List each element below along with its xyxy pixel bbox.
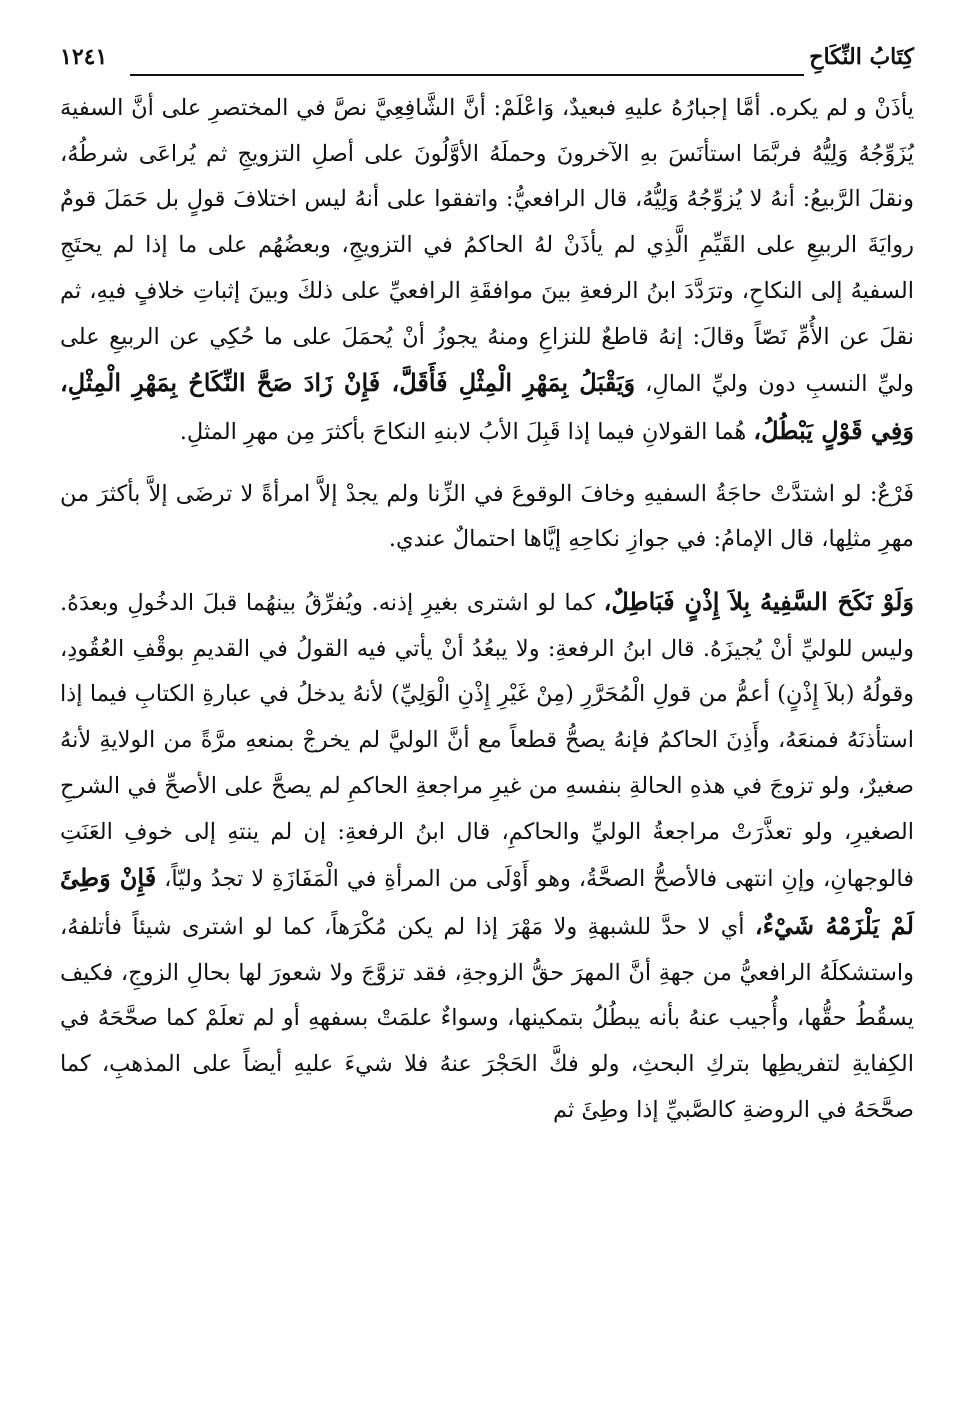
paragraph [60,579,914,1133]
page-number: ١٢٤١ [60,44,108,70]
body-text [60,86,914,1133]
header-rule [130,74,804,76]
text-run: يأذَنْ و لم يكره. أمَّا إجبارُهُ عليهِ فبعيدٌ، وَاعْلَمْ: أنَّ الشَّافِعِيَّ نصَّ في المختصرِ على أنَّ السفيهَ يُزَوِّجُهُ وَلِيُّهُ فربَّمَا استأنَسَ بهِ الآخرونَ وحملَهُ الأوَّلُونَ على أصلِ التزويجِ ثم يُراعَى شرطُهُ، ونقلَ الرَّبيعُ: أنهُ لا يُزوِّجُهُ وَلِيُّهُ، قال الرافعيُّ: واتفقوا على أنهُ ليس اختلافَ قولٍ بل حَمَلَ قومٌ روايَةَ الربيعِ على القَيِّمِ الَّذِي لم يأذَنْ لهُ الحاكمُ في التزويجِ، وبعضُهُم على ما إذا لم يحتَجِ السفيهُ إلى النكاحِ، وترَدَّدَ ابنُ الرفعةِ بينَ موافقَةِ الرافعيِّ على ذلكَ وبينَ إثباتِ خلافٍ فيهِ، ثم نقلَ عن الأُمِّ نَصّاً وقالَ: إنهُ قاطعٌ للنزاعِ ومنهُ يجوزُ أنْ يُحمَلَ على ما حُكِي عن الربيعِ على وليِّ النسبِ دون وليِّ المالِ، [60,95,914,398]
matn-text: وَيَقْبَلُ بِمَهْرِ الْمِثْلِ فَأَقَلَّ، فَإِنْ زَادَ صَحَّ النِّكَاحُ بِمَهْرِ الْمِثْلِ، وَفِي قَوْلٍ يَبْطُلُ، [60,368,914,445]
running-title: كِتَابُ النِّكَاحِ [809,44,914,70]
matn-text: وَلَوْ نَكَحَ السَّفِيهُ بِلاَ إِذْنٍ فَبَاطِلٌ، [603,587,914,617]
matn-text: فَإِنْ وَطِئَ لَمْ يَلْزَمْهُ شَيْءٌ، [60,863,914,940]
text-run: فَرْعٌ: لو اشتدَّتْ حاجَةُ السفيهِ وخافَ الوقوعَ في الزِّنا ولم يجدْ إلاَّ امرأةً لا ترضَى إلاَّ بأكثرَ من مهرِ مثلِها، قال الإمامُ: في جوازِ نكاحِهِ إيَّاها احتمالٌ عندي. [60,480,914,553]
text-run: كما لو اشترى بغيرِ إذنه. ويُفرِّقُ بينهُما قبلَ الدخُولِ وبعدَهُ. وليس للوليِّ أنْ يُجيزَهُ. قال ابنُ الرفعةِ: ولا يبعُدُ أنْ يأتي فيه القولُ في القديمِ بوقْفِ العُقُودِ، وقولُهُ (بلاَ إِذْنٍ) أعمُّ من قولِ الْمُحَرَّرِ (مِنْ غَيْرِ إِذْنِ الْوَلِيِّ) لأنهُ يدخلُ في عبارةِ الكتابِ فيما إذا استأذنَهُ فمنعَهُ، وأَذِنَ الحاكمُ فإنهُ يصحُّ قطعاً مع أنَّ الوليَّ لم يخرجْ بمنعهِ مرَّةً من الولايةِ لأنهُ صغيرٌ، ولو تزوجَ في هذهِ الحالةِ بنفسهِ من غيرِ مراجعةِ الحاكمِ لم يصحَّ على الأصحِّ في الشرحِ الصغيرِ، ولو تعذَّرَتْ مراجعةُ الوليِّ والحاكمِ، قال ابنُ الرفعةِ: إن لم ينتهِ إلى خوفِ العَنَتِ فالوجهانِ، وإنِ انتهى فالأصحُّ الصحَّةُ، وهو أَوْلَى من المرأةِ في الْمَفَازَةِ لا تجدُ وليّاً، [60,590,914,893]
page-header [60,30,914,86]
text-run: أي لا حدَّ للشبهةِ ولا مَهْرَ إذا لم يكن مُكْرَهاً، كما لو اشترى شيئاً فأتلفهُ، واستشكلَهُ الرافعيُّ من جهةِ أنَّ المهرَ حقُّ الزوجةِ، فقد تزوَّجَ ولا شعورَ لها بحالِ الزوجِ، فكيف يسقُطُ حقُّها، وأُجيب عنهُ بأنه يبطُلُ بتمكينها، وسواءٌ علمَتْ بسفههِ أو لم تعلَمْ كما صحَّحَهُ في الكِفايةِ لتفريطِها بتركِ البحثِ، ولو فكَّ الحَجْرَ عنهُ فلا شيءَ عليهِ أيضاً على المذهبِ، كما صحَّحَهُ في الروضةِ كالصَّبيِّ إذا وطِئَ ثم [60,913,914,1123]
text-run: هُما القولانِ فيما إذا قَبِلَ الأبُ لابنهِ النكاحَ بأكثرَ مِن مهرِ المثلِ. [179,418,754,445]
paragraph [60,472,914,563]
paragraph [60,86,914,456]
